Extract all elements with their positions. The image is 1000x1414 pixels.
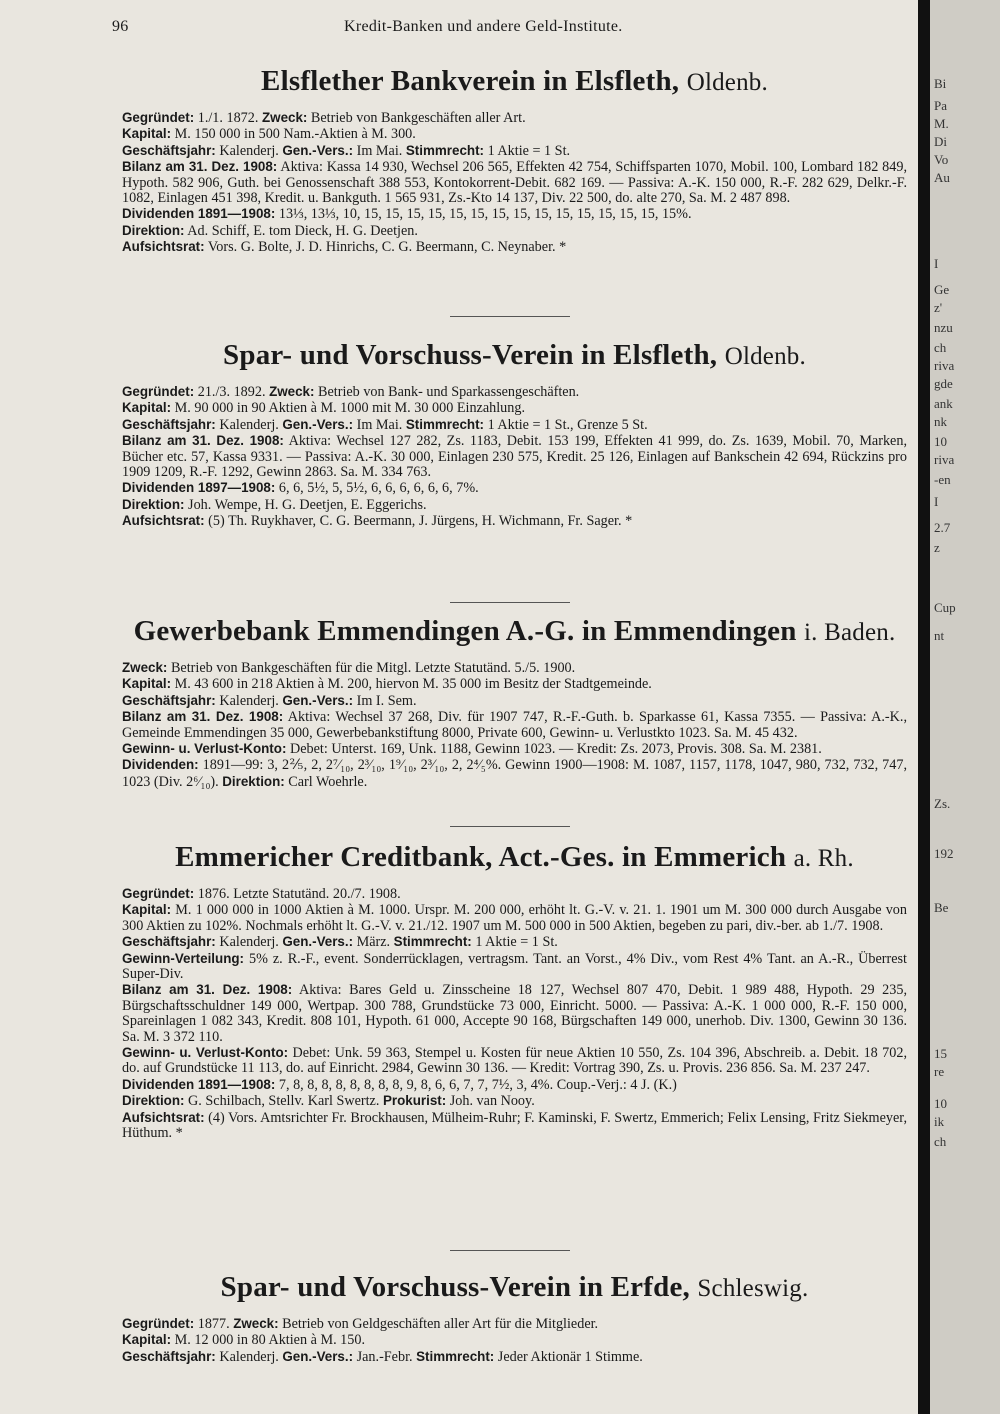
facing-fragment: ch <box>934 1134 947 1149</box>
facing-fragment: -en <box>934 472 951 487</box>
section-divider <box>450 602 570 603</box>
entry-line: Gegründet: 1./1. 1872. Zweck: Betrieb von Bankgeschäften aller Art. <box>122 110 526 126</box>
entry-line: Dividenden 1891—1908: 13⅓, 13⅓, 10, 15, 15, 15, 15, 15, 15, 15, 15, 15, 15, 15, 15, 15, 15, 15%. <box>122 206 692 223</box>
entry-line: Gegründet: 1876. Letzte Statutänd. 20./7. 1908. <box>122 886 401 902</box>
facing-fragment: gde <box>934 376 953 391</box>
entry-line: Dividenden 1891—1908: 7, 8, 8, 8, 8, 8, 8, 8, 8, 9, 8, 6, 6, 7, 7, 7½, 3, 4%. Coup.-Verj.: 4 J. (K.) <box>122 1076 677 1093</box>
book-gutter <box>918 0 930 1414</box>
facing-fragment: nt <box>934 628 945 643</box>
entry-title: Spar- und Vorschuss-Verein in Erfde, Schleswig. <box>220 1271 809 1303</box>
entry-line: Kapital: M. 12 000 in 80 Aktien à M. 150. <box>122 1332 366 1349</box>
entry-line: Kapital: M. 1 000 000 in 1000 Aktien à M. 1000. Urspr. M. 200 000, erhöht lt. G.-V. v. 21. 1. 1901 um M. 300 000 durch Ausgabe von 300 Aktien zu 102%. Nochmals erhöht lt. G.-V. v. 21./12. 1907 um M. 500 000 in 500 Aktien, begeben zu pari, div.-ber. ab 1./7. 1908. <box>122 902 907 934</box>
entry-line: Dividenden: 1891—99: 3, 2⅖, 2, 2⁷⁄₁₀, 2³⁄₁₀, 1⁹⁄₁₀, 2³⁄₁₀, 2, 2⁴⁄₅%. Gewinn 1900—1908: M. 1087, 1157, 1178, 1047, 980, 732, 732, 747, 1023 (Div. 2⁶⁄₁₀). Direktion: Carl Woehrle. <box>122 757 907 790</box>
section-divider <box>450 316 570 317</box>
entry-line: Dividenden 1897—1908: 6, 6, 5½, 5, 5½, 6, 6, 6, 6, 6, 6, 7%. <box>122 480 479 497</box>
entry-line: Bilanz am 31. Dez. 1908: Aktiva: Kassa 14 930, Wechsel 206 565, Effekten 42 754, Schiffsparten 1070, Mobil. 100, Lombard 182 849, Hypoth. 582 906, Guth. bei Genossenschaft 388 553, Kontokorrent-Debit. 682 169. — Passiva: A.-K. 150 000, R.-F. 282 629, Delkr.-F. 1082, Einlagen 451 398, Kredit. u. Bankguth. 1 565 931, Zs.-Kto 14 137, Div. 22 500, do. alte 270, Sa. M. 2 487 898. <box>122 159 907 207</box>
facing-page-edge <box>930 0 1000 1414</box>
running-title: Kredit-Banken und andere Geld-Institute. <box>344 18 623 35</box>
entry-elsflether-bankverein <box>122 64 907 256</box>
entry-line: Geschäftsjahr: Kalenderj. Gen.-Vers.: Im Mai. Stimmrecht: 1 Aktie = 1 St. <box>122 142 571 159</box>
entry-line: Bilanz am 31. Dez. 1908: Aktiva: Wechsel 37 268, Div. für 1907 747, R.-F.-Guth. b. Sparkasse 61, Kassa 7355. — Passiva: A.-K., Gemeinde Emmendingen 35 000, Gewerbebankstiftung 8000, Private 600, Gewinn- u. Verlustkto 1023. Sa. M. 45 432. <box>122 709 907 741</box>
entry-gewerbebank-emmendingen <box>122 614 907 790</box>
facing-fragment: 10 <box>934 434 947 449</box>
facing-fragment: Au <box>934 170 950 185</box>
entry-line: Direktion: Joh. Wempe, H. G. Deetjen, E. Eggerichs. <box>122 496 427 513</box>
facing-fragment: 2.7 <box>934 520 951 535</box>
facing-fragment: ank <box>934 396 953 411</box>
entry-title: Spar- und Vorschuss-Verein in Elsfleth, Oldenb. <box>223 339 806 371</box>
facing-fragment: Vo <box>934 152 949 167</box>
facing-fragment: z' <box>934 300 943 315</box>
facing-fragment: z <box>934 540 940 555</box>
entry-line: Direktion: Ad. Schiff, E. tom Dieck, H. G. Deetjen. <box>122 222 418 239</box>
entry-line: Bilanz am 31. Dez. 1908: Aktiva: Wechsel 127 282, Zs. 1183, Debit. 153 199, Effekten 41 999, do. Zs. 1639, Mobil. 70, Marken, Bücher etc. 57, Kassa 9331. — Passiva: A.-K. 30 000, Einlagen 230 575, Kredit. 25 126, Einlagen auf Bankschein 42 694, Rückzins pro 1909 1209, R.-F. 1292, Gewinn 2863. Sa. M. 334 763. <box>122 433 907 481</box>
entry-line: Geschäftsjahr: Kalenderj. Gen.-Vers.: Im I. Sem. <box>122 692 417 709</box>
facing-fragment: Zs. <box>934 796 951 811</box>
facing-fragment: Ge <box>934 282 950 297</box>
entry-line: Aufsichtsrat: (4) Vors. Amtsrichter Fr. Brockhausen, Mülheim-Ruhr; F. Kaminski, F. Swertz, Emmerich; Felix Lensing, Fritz Siekmeyer, Hüthum. * <box>122 1109 907 1142</box>
entry-line: Aufsichtsrat: Vors. G. Bolte, J. D. Hinrichs, C. G. Beermann, C. Neynaber. * <box>122 239 567 256</box>
section-divider <box>450 1250 570 1251</box>
entry-spar-vorschuss-elsfleth <box>122 338 907 530</box>
facing-fragment: Be <box>934 900 949 915</box>
entry-title: Elsflether Bankverein in Elsfleth, Oldenb. <box>261 65 768 97</box>
entry-line: Gegründet: 21./3. 1892. Zweck: Betrieb von Bank- und Sparkassengeschäften. <box>122 384 580 400</box>
facing-fragment: 192 <box>934 846 954 861</box>
entry-line: Geschäftsjahr: Kalenderj. Gen.-Vers.: Im Mai. Stimmrecht: 1 Aktie = 1 St., Grenze 5 St. <box>122 416 648 433</box>
entry-title: Emmericher Creditbank, Act.-Ges. in Emmerich a. Rh. <box>175 841 854 873</box>
entry-line: Gegründet: 1877. Zweck: Betrieb von Geldgeschäften aller Art für die Mitglieder. <box>122 1316 599 1332</box>
facing-fragment: ch <box>934 340 947 355</box>
entry-line: Zweck: Betrieb von Bankgeschäften für die Mitgl. Letzte Statutänd. 5./5. 1900. <box>122 660 576 676</box>
facing-fragment: M. <box>934 116 949 131</box>
facing-fragment: ik <box>934 1114 945 1129</box>
facing-fragment: Di <box>934 134 947 149</box>
entry-spar-vorschuss-erfde <box>122 1270 907 1365</box>
entry-line: Kapital: M. 43 600 in 218 Aktien à M. 200, hiervon M. 35 000 im Besitz der Stadtgemeinde. <box>122 676 652 693</box>
facing-fragment: Pa <box>934 98 947 113</box>
entry-line: Kapital: M. 150 000 in 500 Nam.-Aktien à M. 300. <box>122 126 416 143</box>
facing-fragment: I <box>934 494 939 509</box>
facing-fragment: nk <box>934 414 947 429</box>
page-number: 96 <box>112 18 129 35</box>
facing-fragment: 10 <box>934 1096 947 1111</box>
entry-line: Direktion: G. Schilbach, Stellv. Karl Swertz. Prokurist: Joh. van Nooy. <box>122 1093 535 1110</box>
facing-fragment: I <box>934 256 939 271</box>
facing-fragment: Bi <box>934 76 947 91</box>
facing-fragment: riva <box>934 358 955 373</box>
entry-line: Bilanz am 31. Dez. 1908: Aktiva: Bares Geld u. Zinsscheine 18 127, Wechsel 807 470, Debit. 1 989 488, Hypoth. 29 235, Bürgschaftsschuldner 149 000, Wertpap. 300 788, Grundstücke 73 000, Einricht. 5000. — Passiva: A.-K. 1 000 000, R.-F. 150 000, Spareinlagen 1 082 343, Kredit. 808 101, Hypoth. 61 000, Accepte 90 168, Bürgschaften 149 000, unerhob. Div. 1300, Gewinn 30 136. Sa. M. 3 372 110. <box>122 982 907 1045</box>
entry-line: Kapital: M. 90 000 in 90 Aktien à M. 1000 mit M. 30 000 Einzahlung. <box>122 400 525 417</box>
entry-line: Gewinn-Verteilung: 5% z. R.-F., event. Sonderrücklagen, vertragsm. Tant. an Vorst., 4% Div., vom Rest 4% Tant. an A.-R., Überrest Super-Div. <box>122 950 907 983</box>
entry-line: Geschäftsjahr: Kalenderj. Gen.-Vers.: Jan.-Febr. Stimmrecht: Jeder Aktionär 1 Stimme. <box>122 1348 643 1365</box>
entry-title: Gewerbebank Emmendingen A.-G. in Emmendingen i. Baden. <box>133 615 896 647</box>
facing-fragment: re <box>934 1064 945 1079</box>
entry-line: Geschäftsjahr: Kalenderj. Gen.-Vers.: März. Stimmrecht: 1 Aktie = 1 St. <box>122 934 558 951</box>
section-divider <box>450 826 570 827</box>
facing-fragment: riva <box>934 452 955 467</box>
entry-line: Gewinn- u. Verlust-Konto: Debet: Unterst. 169, Unk. 1188, Gewinn 1023. — Kredit: Zs. 2073, Provis. 308. Sa. M. 2381. <box>122 741 822 758</box>
facing-fragment: 15 <box>934 1046 947 1061</box>
facing-fragment: Cup <box>934 600 956 615</box>
facing-fragment: nzu <box>934 320 953 335</box>
entry-line: Gewinn- u. Verlust-Konto: Debet: Unk. 59 363, Stempel u. Kosten für neue Aktien 10 550, Zs. 104 396, Abschreib. a. Debit. 18 702, do. auf Grundstücke 11 113, do. auf Einricht. 2984, Gewinn 30 136. — Kredit: Vortrag 390, Zs. u. Provis. 236 856. Sa. M. 237 247. <box>122 1045 907 1077</box>
entry-emmericher-creditbank <box>122 840 907 1142</box>
entry-line: Aufsichtsrat: (5) Th. Ruykhaver, C. G. Beermann, J. Jürgens, H. Wichmann, Fr. Sager. * <box>122 513 633 530</box>
